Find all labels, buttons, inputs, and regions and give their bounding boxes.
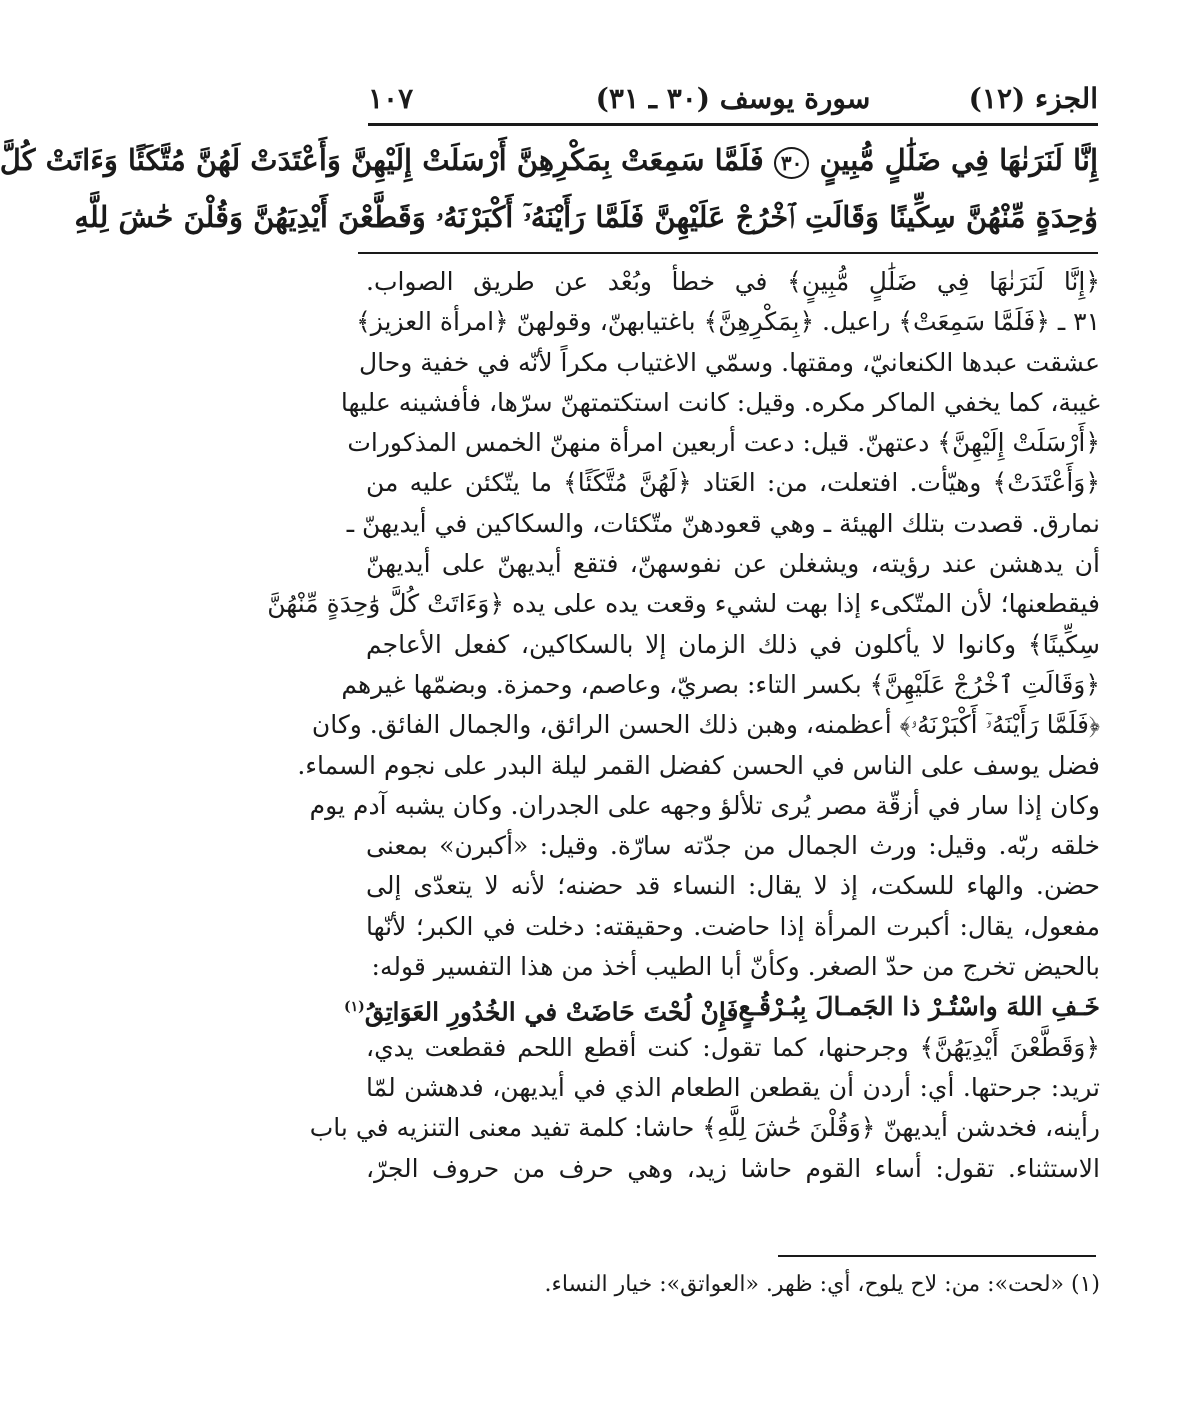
commentary-line: ﴿وَقَالَتِ ٱخْرُجْ عَلَيْهِنَّ﴾ بكسر التاء: بصريّ، وعاصم، وحمزة. وبضمّها غيرهم: [341, 669, 1100, 699]
commentary-line: وكان إذا سار في أزقّة مصر يُرى تلألؤ وجهه على الجدران. وكان يشبه آدم يوم: [309, 790, 1100, 820]
commentary-line: ٣١ ـ ﴿فَلَمَّا سَمِعَتْ﴾ راعيل. ﴿بِمَكْرِهِنَّ﴾ باغتيابهنّ، وقولهنّ ﴿امرأة العزيز﴾: [356, 307, 1100, 337]
verse-30-end: إِنَّا لَنَرَنٰهَا فِي ضَلَٰلٍ مُّبِينٍ: [819, 143, 1098, 177]
quran-line-1: [0, 132, 1098, 189]
page-number: ١٠٧: [368, 82, 414, 115]
commentary-line: ﴿أَرْسَلَتْ إِلَيْهِنَّ﴾ دعتهنّ. قيل: دعت أربعين امرأة منهنّ الخمس المذكورات: [347, 428, 1100, 458]
commentary-text: [267, 262, 1100, 1189]
footnote-ref: (١): [343, 999, 365, 1016]
header-divider: [368, 123, 1098, 126]
commentary-line: الاستثناء. تقول: أساء القوم حاشا زيد، وهي حرف من حروف الجرّ،: [366, 1153, 1100, 1183]
verse-31-start: فَلَمَّا سَمِعَتْ بِمَكْرِهِنَّ أَرْسَلَتْ إِلَيْهِنَّ وَأَعْتَدَتْ لَهُنَّ مُتَّكَئًا وَءَاتَتْ كُلَّ: [0, 143, 764, 177]
commentary-line: ﴿وَقَطَّعْنَ أَيْدِيَهُنَّ﴾ وجرحنها، كما تقول: كنت أقطع اللحم فقطعت يدي،: [366, 1032, 1100, 1062]
commentary-line: فيقطعنها؛ لأن المتّكىء إذا بهت لشيء وقعت يده على يده ﴿وَءَاتَتْ كُلَّ وَٰحِدَةٍ مِّنْهُنَّ: [267, 589, 1100, 619]
poem-verse: [343, 987, 1100, 1027]
commentary-line: أن يدهشن عند رؤيته، ويشغلن عن نفوسهنّ، فتقع أيديهنّ على أيديهنّ: [366, 549, 1100, 579]
commentary-line: سِكِّينًا﴾ وكانوا لا يأكلون في ذلك الزمان إلا بالسكاكين، كفعل الأعاجم: [366, 629, 1100, 659]
commentary-line: مفعول، يقال: أكبرت المرأة إذا حاضت. وحقيقته: دخلت في الكبر؛ لأنّها: [366, 911, 1100, 941]
commentary-line: عشقت عبدها الكنعانيّ، ومقتها. وسمّي الاغتياب مكراً لأنّه في خفية وحال: [359, 347, 1100, 377]
page-header: [368, 76, 1098, 122]
ayah-number-marker: ٣٠: [774, 147, 809, 179]
commentary-line: رأينه، فخدشن أيديهنّ ﴿وَقُلْنَ حَٰشَ لِلَّهِ﴾ حاشا: كلمة تفيد معنى التنزيه في باب: [309, 1113, 1100, 1143]
footnote-divider: [778, 1255, 1096, 1257]
quran-line-2: وَٰحِدَةٍ مِّنْهُنَّ سِكِّينًا وَقَالَتِ ٱخْرُجْ عَلَيْهِنَّ فَلَمَّا رَأَيْنَهُۥٓ أَكْبَرْنَهُۥ وَقَطَّعْنَ أَيْدِيَهُنَّ وَقُلْنَ حَٰشَ لِلَّهِ: [74, 200, 1098, 234]
verses-divider: [358, 252, 1098, 254]
commentary-line: تريد: جرحتها. أي: أردن أن يقطعن الطعام الذي في أيديهن، فدهشن لمّا: [366, 1072, 1100, 1102]
surah-title: سورة يوسف (٣٠ ـ ٣١): [595, 82, 871, 115]
commentary-line: بالحيض تخرج من حدّ الصغر. وكأنّ أبا الطيب أخذ من هذا التفسير قوله:: [371, 952, 1100, 982]
commentary-line: فضل يوسف على الناس في الحسن كفضل القمر ليلة البدر على نجوم السماء.: [297, 750, 1100, 780]
commentary-line: خلقه ربّه. وقيل: ورث الجمال من جدّته سارّة. وقيل: «أكبرن» بمعنى: [366, 831, 1100, 861]
commentary-line: حضن. والهاء للسكت، إذ لا يقال: النساء قد حضنه؛ لأنه لا يتعدّى إلى: [366, 871, 1100, 901]
poem-hemistich-2: فَإِنْ لُحْتَ حَاضَتْ في الخُدُورِ العَوَاتِقُ$^{(١)}$: [343, 997, 739, 1027]
commentary-line: ﴿إِنَّا لَنَرَنٰهَا فِي ضَلَٰلٍ مُّبِينٍ﴾ في خطأ وبُعْد عن طريق الصواب.: [366, 267, 1100, 296]
commentary-line: غيبة، كما يخفي الماكر مكره. وقيل: كانت استكتمتهنّ سرّها، فأفشينه عليها: [340, 387, 1100, 417]
commentary-line: نمارق. قصدت بتلك الهيئة ـ وهي قعودهنّ متّكئات، والسكاكين في أيديهنّ ـ: [346, 508, 1100, 538]
commentary-line: ﴿وَأَعْتَدَتْ﴾ وهيّأت. افتعلت، من: العَتاد ﴿لَهُنَّ مُتَّكَئًا﴾ ما يتّكئن عليه من: [366, 468, 1100, 498]
poem-hemistich-1: خَـفِ اللهَ واسْتُـرْ ذا الجَمـالَ بِبُـرْقُـعٍ: [738, 992, 1100, 1022]
quran-verses: [0, 132, 1098, 246]
commentary-line: ﴿فَلَمَّا رَأَيْنَهُۥٓ أَكْبَرْنَهُۥ﴾ أعظمنه، وهبن ذلك الحسن الرائق، والجمال الفائق. وكان: [311, 710, 1100, 740]
footnote: (١) «لحت»: من: لاح يلوح، أي: ظهر. «العواتق»: خيار النساء.: [544, 1272, 1100, 1297]
juz-label: الجزء (١٢): [968, 82, 1098, 115]
